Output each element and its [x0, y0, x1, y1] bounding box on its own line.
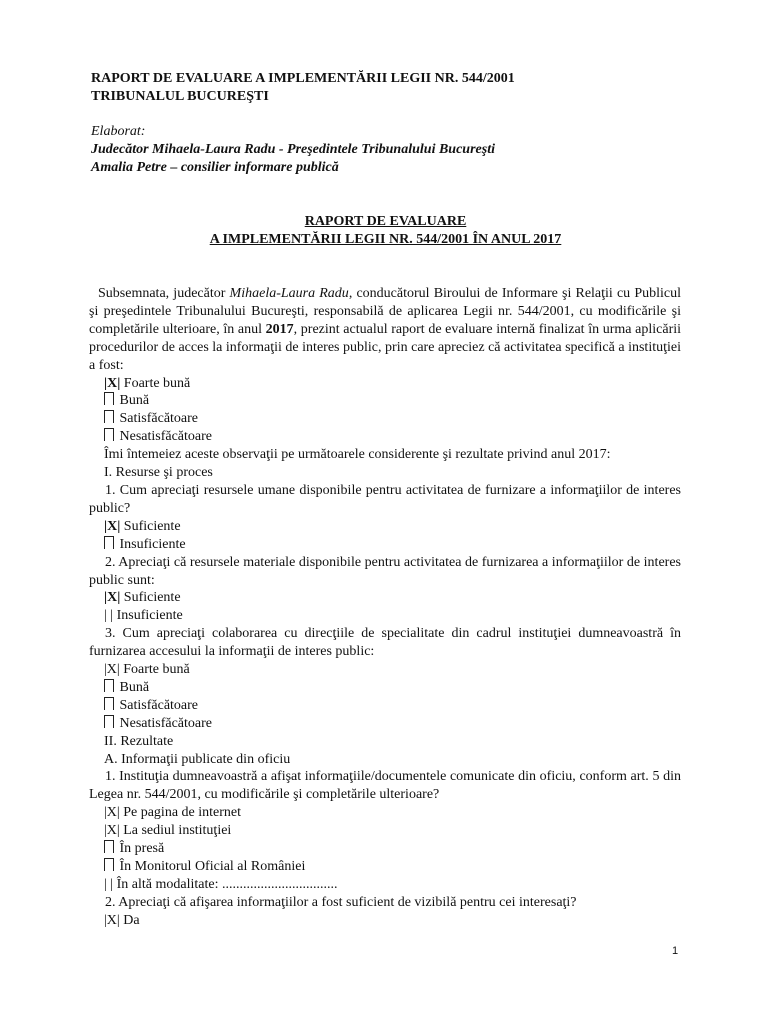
- section-2a-title: A. Informaţii publicate din oficiu: [104, 751, 291, 767]
- intro-part-1: Subsemnata, judecător: [98, 286, 230, 301]
- q1-1-option-sufficient[interactable]: |X| Suficiente: [104, 518, 181, 534]
- checked-box: |X|: [104, 805, 120, 821]
- q1-2-option-sufficient[interactable]: |X| Suficiente: [104, 590, 181, 606]
- question-1-2: 2. Apreciaţi că resursele materiale disponibile pentru activitatea de furnizarea a informaţiilor de interes public sunt:: [89, 554, 681, 588]
- report-title-line-2: A IMPLEMENTĂRII LEGII NR. 544/2001 ÎN ANUL 2017: [209, 232, 562, 247]
- author-counselor: Amalia Petre – consilier informare publică: [91, 160, 339, 175]
- basis-statement: Îmi întemeiez aceste observaţii pe următoarele considerente şi rezultate privind anul 2017:: [104, 447, 611, 463]
- question-1-3: 3. Cum apreciaţi colaborarea cu direcţiile de specialitate din cadrul instituţiei dumneavoastră în furnizarea accesului la informaţii de interes public:: [89, 626, 681, 660]
- eval-option-satisfactory[interactable]: Satisfăcătoare: [89, 410, 681, 428]
- q2a-1-option-official-gazette[interactable]: În Monitorul Oficial al României: [89, 858, 681, 876]
- checked-box: |X|: [104, 912, 120, 928]
- question-1-1: 1. Cum apreciaţi resursele umane disponibile pentru activitatea de furnizare a informaţiilor de interes public?: [89, 482, 681, 516]
- checked-box: |X|: [104, 518, 121, 534]
- empty-checkbox: [104, 410, 114, 423]
- intro-part-2: , conducătorul Biroului de Informare şi Relaţii cu Publicul şi preşedintele Tribunalului Bucureşti, responsabilă de aplicarea Legii nr. 544/2001, cu modificările şi completările ulterioare, în anul: [89, 286, 681, 337]
- intro-part-3: , prezint actualul raport de evaluare internă finalizat în urma aplicării procedurilor de acces la informaţii de interes public, prin care apreciez că activitatea specifică a instituţiei a fost:: [89, 321, 682, 373]
- eval-option-good[interactable]: Bună: [89, 392, 681, 410]
- q1-1-option-insufficient[interactable]: Insuficiente: [89, 536, 681, 554]
- eval-option-unsatisfactory[interactable]: Nesatisfăcătoare: [89, 428, 681, 446]
- eval-option-very-good[interactable]: |X| Foarte bună: [104, 375, 191, 391]
- q2a-1-option-press[interactable]: În presă: [89, 840, 681, 858]
- empty-checkbox: [104, 697, 114, 710]
- checked-box: |X|: [104, 375, 121, 391]
- section-2-title: II. Rezultate: [104, 733, 174, 749]
- report-header-line-2: TRIBUNALUL BUCUREŞTI: [91, 89, 269, 104]
- checked-box: |X|: [104, 662, 120, 678]
- q2a-1-option-website[interactable]: |X| Pe pagina de internet: [104, 805, 242, 821]
- empty-checkbox: [104, 536, 114, 549]
- report-header-line-1: RAPORT DE EVALUARE A IMPLEMENTĂRII LEGII NR. 544/2001: [91, 71, 515, 86]
- intro-paragraph: [89, 285, 681, 375]
- elaborat-label: Elaborat:: [91, 124, 146, 139]
- q2a-1-option-headquarters[interactable]: |X| La sediul instituţiei: [104, 823, 232, 839]
- empty-checkbox: [104, 392, 114, 405]
- intro-year: 2017: [265, 321, 294, 337]
- q2a-1-option-other[interactable]: | | În altă modalitate: .................................: [104, 876, 338, 892]
- page-number: 1: [672, 945, 679, 957]
- q1-3-option-unsatisfactory[interactable]: Nesatisfăcătoare: [89, 715, 681, 733]
- report-body: [89, 285, 681, 930]
- checked-box: |X|: [104, 823, 120, 839]
- empty-checkbox: [104, 858, 114, 871]
- section-1-title: I. Resurse şi proces: [104, 465, 213, 481]
- q1-3-option-very-good[interactable]: |X| Foarte bună: [104, 662, 190, 678]
- author-judge: Judecător Mihaela-Laura Radu - Preşedintele Tribunalului Bucureşti: [91, 142, 495, 157]
- bar-checkbox: | |: [104, 876, 114, 892]
- intro-judge-name: Mihaela-Laura Radu: [229, 286, 349, 301]
- empty-checkbox: [104, 679, 114, 692]
- bar-checkbox: | |: [104, 608, 114, 624]
- question-2a-1: 1. Instituţia dumneavoastră a afişat informaţiile/documentele comunicate din oficiu, conform art. 5 din Legea nr. 544/2001, cu modificările şi completările ulterioare?: [89, 769, 681, 803]
- question-2a-2: 2. Apreciaţi că afişarea informaţiilor a fost suficient de vizibilă pentru cei interesaţi?: [105, 894, 577, 910]
- report-title-line-1: RAPORT DE EVALUARE: [304, 214, 467, 229]
- q1-3-option-good[interactable]: Bună: [89, 679, 681, 697]
- checked-box: |X|: [104, 590, 121, 606]
- q1-2-option-insufficient[interactable]: | | Insuficiente: [104, 608, 183, 624]
- empty-checkbox: [104, 715, 114, 728]
- q2a-2-option-yes[interactable]: |X| Da: [104, 912, 140, 928]
- empty-checkbox: [104, 840, 114, 853]
- empty-checkbox: [104, 428, 114, 441]
- q1-3-option-satisfactory[interactable]: Satisfăcătoare: [89, 697, 681, 715]
